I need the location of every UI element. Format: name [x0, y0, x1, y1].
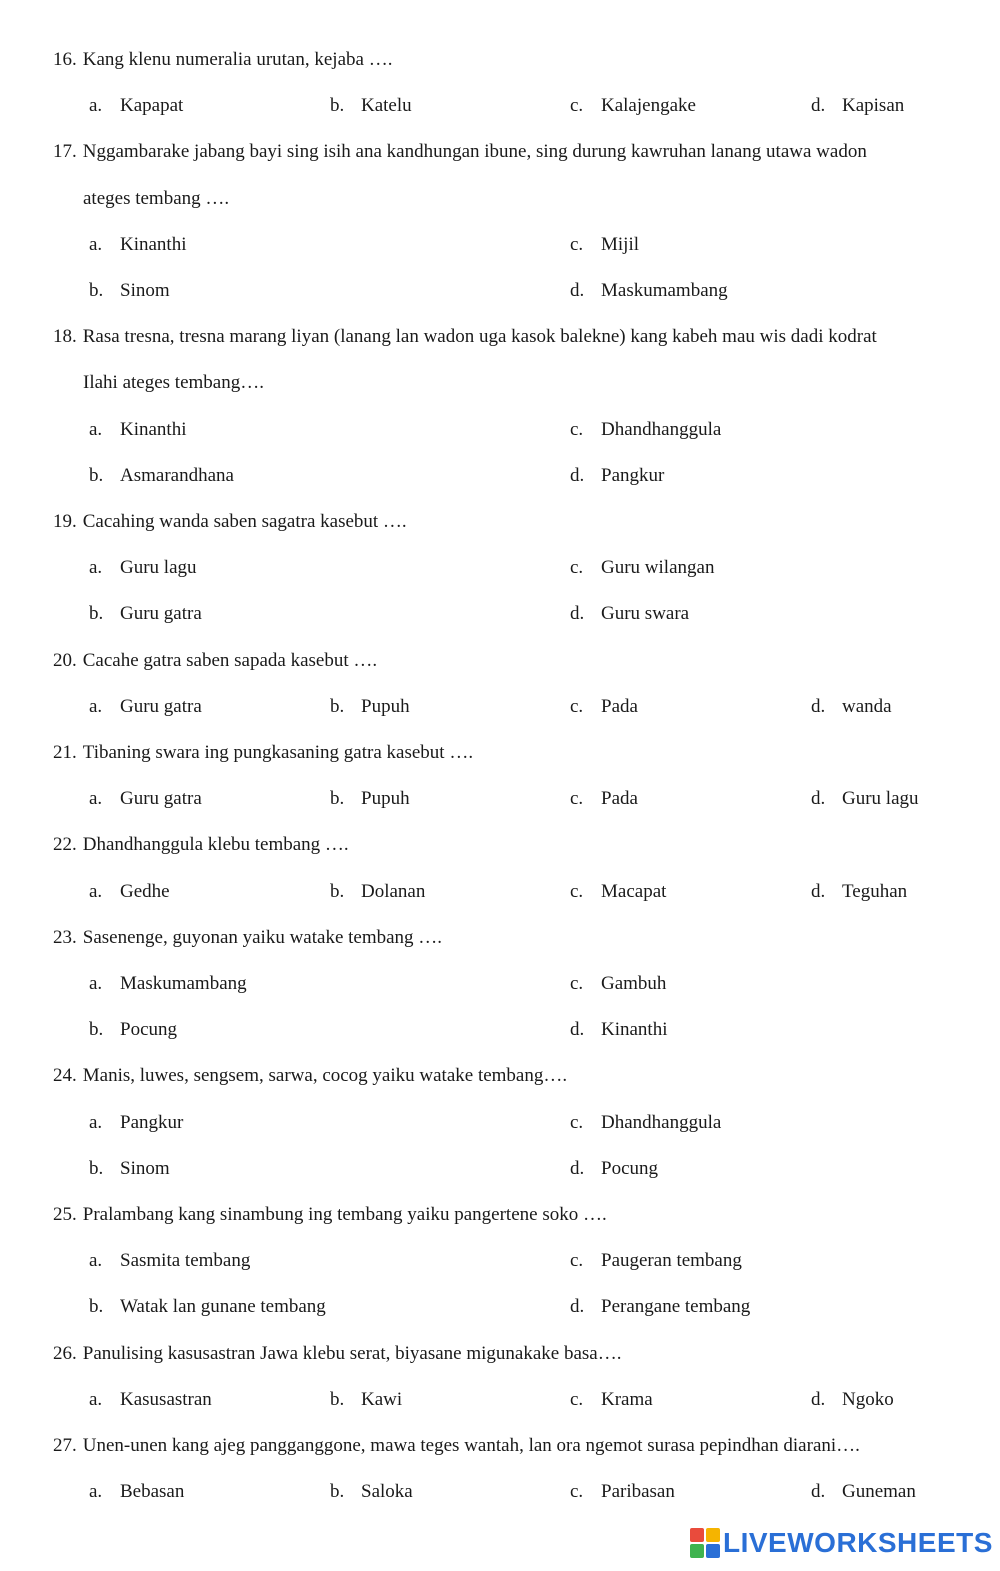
answer-option[interactable] — [330, 869, 425, 915]
option-letter: a. — [89, 788, 103, 810]
answer-option[interactable] — [330, 1377, 402, 1423]
option-text: Paugeran tembang — [601, 1250, 742, 1272]
option-text: Asmarandhana — [120, 464, 234, 486]
question-stem: ateges tembang …. — [83, 187, 230, 209]
answer-option[interactable] — [570, 1007, 668, 1053]
option-letter: c. — [570, 95, 584, 117]
option-text: Sasmita tembang — [120, 1250, 251, 1272]
answer-option[interactable] — [570, 453, 664, 499]
logo-square-green — [690, 1544, 704, 1558]
option-letter: a. — [89, 233, 103, 255]
option-text: Pangkur — [601, 464, 665, 486]
option-text: Pupuh — [361, 788, 410, 810]
answer-option[interactable] — [811, 1377, 894, 1423]
option-letter: a. — [89, 418, 103, 440]
option-letter: d. — [570, 603, 585, 625]
option-letter: a. — [89, 95, 103, 117]
option-text: Gambuh — [601, 973, 667, 994]
option-text: Guneman — [842, 1481, 916, 1503]
option-letter: d. — [570, 1157, 585, 1179]
answer-option[interactable] — [330, 684, 410, 730]
option-text: Krama — [601, 1388, 653, 1410]
option-text: Guru gatra — [120, 788, 202, 810]
option-text: Kapisan — [842, 95, 905, 117]
answer-option[interactable] — [811, 684, 892, 730]
question-text — [53, 1192, 607, 1238]
question-stem: Ilahi ateges tembang…. — [83, 372, 264, 394]
option-text: Teguhan — [842, 880, 908, 902]
question-number: 26. — [53, 1342, 77, 1364]
question-stem: Cacahing wanda saben sagatra kasebut …. — [82, 511, 407, 532]
options-row — [0, 1284, 1000, 1330]
answer-option[interactable] — [811, 869, 907, 915]
option-letter: c. — [570, 1388, 584, 1410]
option-letter: d. — [811, 788, 826, 810]
answer-option[interactable] — [570, 1100, 721, 1146]
options-row — [0, 1100, 1000, 1146]
option-letter: d. — [570, 280, 585, 301]
option-letter: a. — [89, 1111, 103, 1133]
answer-option[interactable] — [89, 268, 170, 314]
option-letter: a. — [89, 973, 103, 994]
question-text — [53, 1423, 860, 1469]
option-text: Pocung — [120, 1019, 177, 1041]
question-text — [53, 730, 473, 776]
option-letter: d. — [811, 695, 826, 717]
option-letter: b. — [89, 1157, 104, 1179]
answer-option[interactable] — [89, 1469, 184, 1515]
option-letter: d. — [811, 880, 826, 902]
logo-square-blue — [706, 1544, 720, 1558]
option-text: Guru lagu — [842, 788, 919, 810]
options-row — [0, 545, 1000, 591]
answer-option[interactable] — [330, 776, 410, 822]
option-text: Pangkur — [120, 1111, 184, 1133]
logo-text: LIVEWORKSHEETS — [723, 1527, 993, 1558]
option-text: Kasusastran — [120, 1388, 212, 1410]
question-stem: Rasa tresna, tresna marang liyan (lanang lan wadon uga kasok balekne) kang kabeh mau wis dadi kodrat — [82, 326, 877, 348]
logo-square-red — [690, 1528, 704, 1542]
question-number: 20. — [53, 649, 77, 671]
answer-option[interactable] — [330, 83, 412, 129]
option-letter: a. — [89, 1481, 103, 1503]
question-stem: Nggambarake jabang bayi sing isih ana kandhungan ibune, sing durung kawruhan lanang utawa wadon — [82, 141, 867, 163]
option-text: wanda — [842, 695, 892, 717]
options-row — [0, 776, 1000, 822]
liveworksheets-logo-icon — [690, 1528, 720, 1558]
answer-option[interactable] — [570, 407, 721, 453]
question-stem: Kang klenu numeralia urutan, kejaba …. — [82, 49, 393, 70]
option-letter: d. — [570, 464, 585, 486]
question-stem: Manis, luwes, sengsem, sarwa, cocog yaiku watake tembang…. — [82, 1065, 568, 1087]
question-number: 19. — [53, 511, 77, 532]
answer-option[interactable] — [570, 1146, 658, 1192]
answer-option[interactable] — [570, 869, 666, 915]
option-text: Kinanthi — [120, 233, 187, 255]
options-row — [0, 222, 1000, 268]
answer-option[interactable] — [570, 1284, 750, 1330]
answer-option[interactable] — [570, 545, 714, 591]
option-letter: a. — [89, 1388, 103, 1410]
option-text: Maskumambang — [601, 280, 728, 301]
options-row — [0, 268, 1000, 314]
answer-option[interactable] — [570, 1469, 675, 1515]
answer-option[interactable] — [89, 684, 202, 730]
options-row — [0, 453, 1000, 499]
options-row — [0, 684, 1000, 730]
options-row — [0, 1007, 1000, 1053]
question-number: 25. — [53, 1204, 77, 1225]
option-text: Dolanan — [361, 880, 426, 902]
option-letter: c. — [570, 695, 584, 717]
option-letter: b. — [89, 1019, 104, 1041]
option-text: Guru lagu — [120, 557, 197, 579]
answer-option[interactable] — [570, 591, 689, 637]
question-stem: Tibaning swara ing pungkasaning gatra kasebut …. — [82, 742, 474, 763]
answer-option[interactable] — [89, 1007, 177, 1053]
option-letter: c. — [570, 973, 584, 994]
option-text: Macapat — [601, 880, 667, 902]
option-text: Kapapat — [120, 95, 184, 117]
options-row — [0, 1469, 1000, 1515]
answer-option[interactable] — [570, 268, 728, 314]
option-letter: b. — [330, 788, 345, 810]
option-letter: b. — [89, 1296, 104, 1318]
answer-option[interactable] — [811, 83, 904, 129]
option-letter: b. — [330, 695, 345, 717]
option-text: Paribasan — [601, 1481, 675, 1503]
option-text: Kinanthi — [120, 418, 187, 440]
option-text: Guru gatra — [120, 603, 202, 625]
option-text: Guru gatra — [120, 695, 202, 717]
question-text — [53, 129, 867, 175]
option-letter: a. — [89, 880, 103, 902]
option-letter: b. — [330, 1388, 345, 1410]
options-row — [0, 83, 1000, 129]
option-letter: a. — [89, 695, 103, 717]
answer-option[interactable] — [570, 776, 638, 822]
question-number: 23. — [53, 926, 77, 948]
question-text — [53, 638, 377, 684]
option-text: Pupuh — [361, 695, 410, 717]
answer-option[interactable] — [89, 545, 197, 591]
option-text: Kalajengake — [601, 95, 696, 117]
option-text: Dhandhanggula — [601, 418, 722, 440]
answer-option[interactable] — [89, 83, 183, 129]
answer-option[interactable] — [89, 1238, 250, 1284]
question-stem: Unen-unen kang ajeg pangganggone, mawa teges wantah, lan ora ngemot surasa pepindhan diarani…. — [82, 1435, 860, 1456]
option-text: Saloka — [361, 1481, 413, 1503]
answer-option[interactable] — [89, 1100, 183, 1146]
option-letter: d. — [570, 1296, 585, 1318]
option-text: Dhandhanggula — [601, 1111, 722, 1133]
answer-option[interactable] — [570, 1377, 653, 1423]
option-text: Mijil — [601, 233, 640, 255]
option-text: Pocung — [601, 1157, 658, 1179]
question-stem: Cacahe gatra saben sapada kasebut …. — [82, 649, 378, 671]
question-number: 24. — [53, 1065, 77, 1087]
options-row — [0, 591, 1000, 637]
options-row — [0, 407, 1000, 453]
options-row — [0, 961, 1000, 1007]
option-letter: b. — [89, 280, 104, 301]
question-text — [53, 314, 877, 360]
question-number: 21. — [53, 742, 77, 763]
question-text — [53, 499, 407, 545]
option-text: Guru swara — [601, 603, 690, 625]
option-text: Gedhe — [120, 880, 170, 902]
option-letter: c. — [570, 557, 584, 579]
logo-square-yellow — [706, 1528, 720, 1542]
option-text: Kinanthi — [601, 1019, 668, 1041]
options-row — [0, 1377, 1000, 1423]
option-letter: d. — [570, 1019, 585, 1041]
answer-option[interactable] — [570, 684, 638, 730]
question-number: 22. — [53, 834, 77, 856]
option-text: Pada — [601, 695, 638, 717]
answer-option[interactable] — [89, 869, 170, 915]
liveworksheets-footer[interactable] — [690, 1526, 993, 1560]
option-text: Maskumambang — [120, 973, 247, 994]
question-number: 17. — [53, 141, 77, 163]
option-letter: c. — [570, 788, 584, 810]
answer-option[interactable] — [89, 453, 234, 499]
answer-option[interactable] — [570, 1238, 742, 1284]
option-text: Pada — [601, 788, 638, 810]
option-letter: c. — [570, 880, 584, 902]
options-row — [0, 1238, 1000, 1284]
option-text: Bebasan — [120, 1481, 185, 1503]
question-stem: Sasenenge, guyonan yaiku watake tembang …. — [82, 926, 443, 948]
option-letter: d. — [811, 95, 826, 117]
option-text: Katelu — [361, 95, 412, 117]
option-letter: c. — [570, 233, 584, 255]
option-letter: a. — [89, 1250, 103, 1272]
option-text: Watak lan gunane tembang — [120, 1296, 326, 1318]
option-letter: b. — [330, 1481, 345, 1503]
question-text — [53, 37, 392, 83]
question-text-continued — [83, 360, 264, 406]
option-text: Guru wilangan — [601, 557, 715, 579]
question-text — [53, 1053, 567, 1099]
options-row — [0, 869, 1000, 915]
question-text — [53, 1331, 621, 1377]
option-text: Kawi — [361, 1388, 403, 1410]
answer-option[interactable] — [570, 83, 696, 129]
option-text: Perangane tembang — [601, 1296, 751, 1318]
option-text: Sinom — [120, 280, 170, 301]
answer-option[interactable] — [89, 591, 202, 637]
answer-option[interactable] — [570, 222, 639, 268]
answer-option[interactable] — [89, 776, 202, 822]
option-letter: d. — [811, 1388, 826, 1410]
option-letter: c. — [570, 1250, 584, 1272]
option-letter: b. — [89, 464, 104, 486]
question-text — [53, 822, 349, 868]
options-row — [0, 1146, 1000, 1192]
question-stem: Dhandhanggula klebu tembang …. — [82, 834, 349, 856]
answer-option[interactable] — [330, 1469, 413, 1515]
option-letter: b. — [330, 95, 345, 117]
question-number: 18. — [53, 326, 77, 348]
answer-option[interactable] — [89, 1146, 170, 1192]
answer-option[interactable] — [811, 776, 919, 822]
answer-option[interactable] — [89, 961, 247, 1007]
option-letter: c. — [570, 418, 584, 440]
answer-option[interactable] — [89, 1377, 212, 1423]
answer-option[interactable] — [811, 1469, 916, 1515]
answer-option[interactable] — [89, 222, 187, 268]
question-text — [53, 915, 442, 961]
question-stem: Panulising kasusastran Jawa klebu serat, biyasane migunakake basa…. — [82, 1342, 622, 1364]
answer-option[interactable] — [89, 407, 187, 453]
option-text: Ngoko — [842, 1388, 894, 1410]
option-letter: c. — [570, 1481, 584, 1503]
option-letter: b. — [330, 880, 345, 902]
option-text: Sinom — [120, 1157, 170, 1179]
question-number: 27. — [53, 1435, 77, 1456]
option-letter: a. — [89, 557, 103, 579]
option-letter: c. — [570, 1111, 584, 1133]
option-letter: b. — [89, 603, 104, 625]
question-stem: Pralambang kang sinambung ing tembang yaiku pangertene soko …. — [82, 1204, 607, 1225]
question-text-continued — [83, 176, 229, 222]
question-number: 16. — [53, 49, 77, 70]
answer-option[interactable] — [89, 1284, 326, 1330]
answer-option[interactable] — [570, 961, 666, 1007]
option-letter: d. — [811, 1481, 826, 1503]
